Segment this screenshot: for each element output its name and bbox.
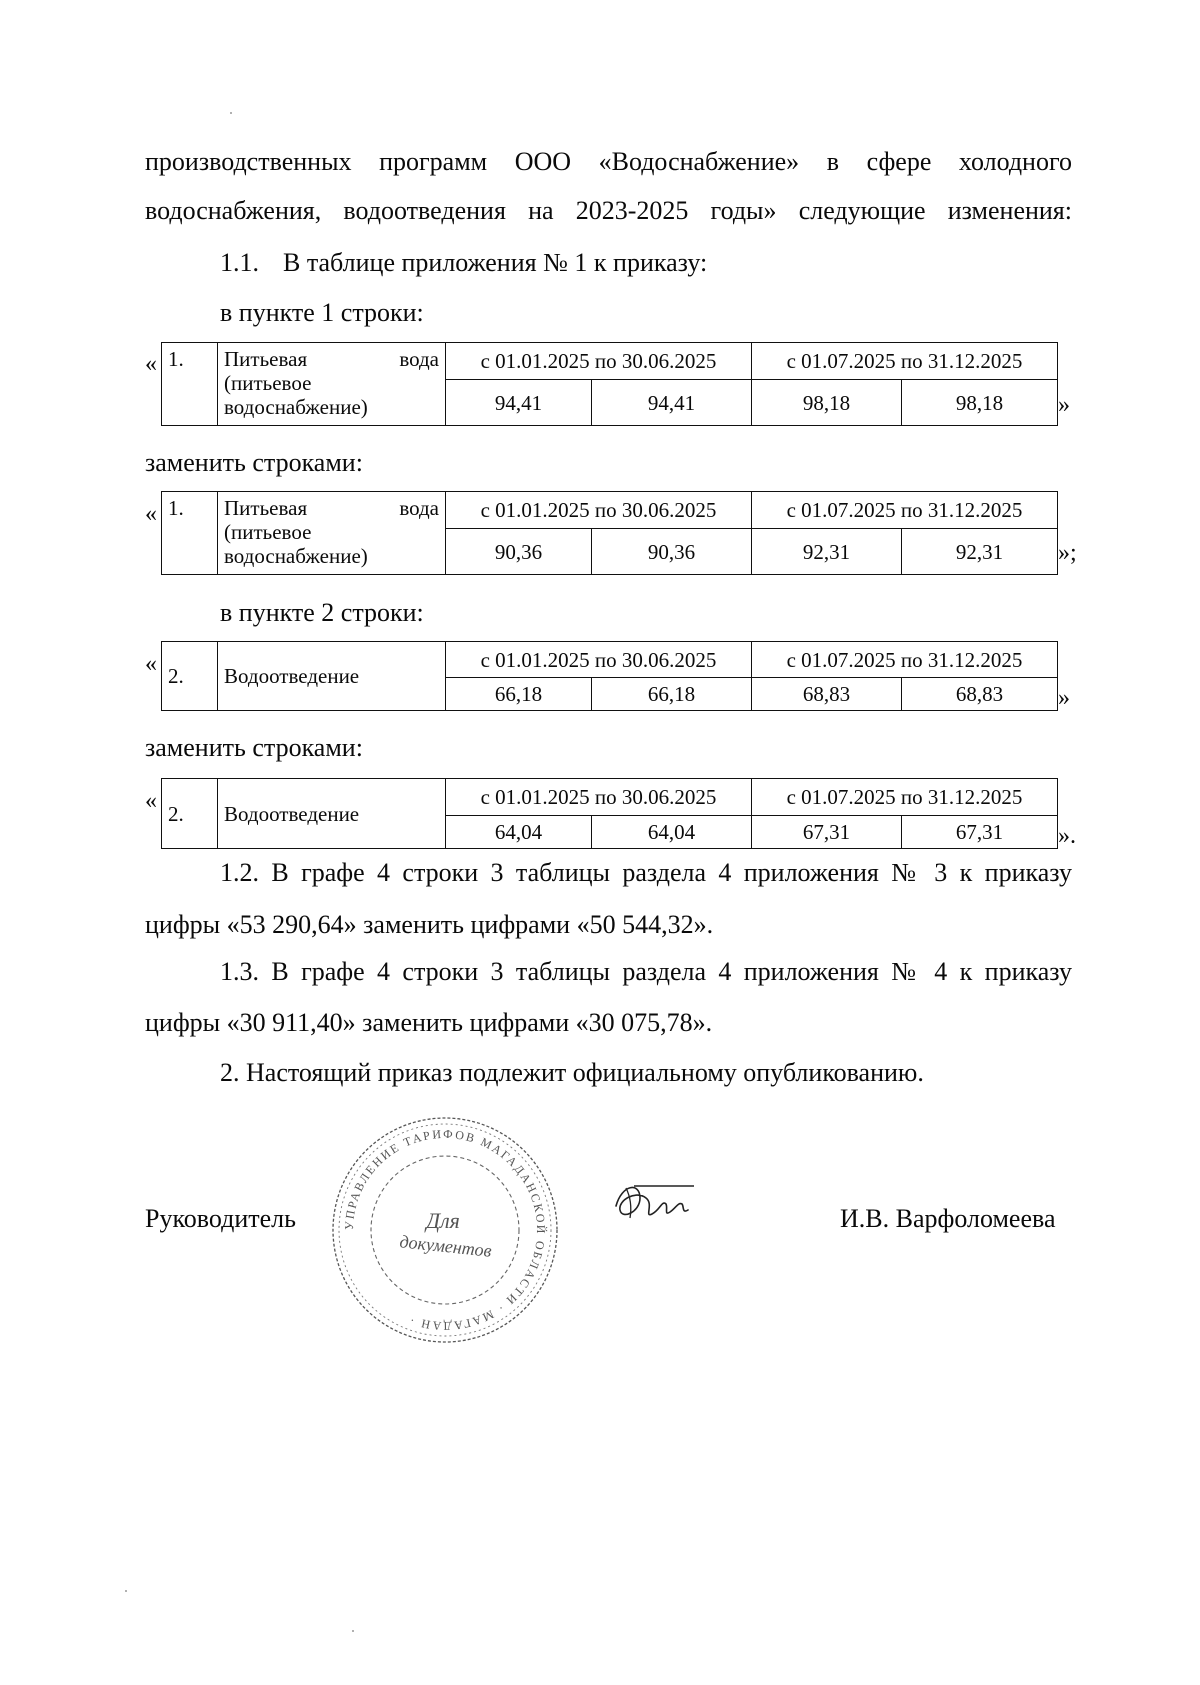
period-1-header: с 01.01.2025 по 30.06.2025 — [446, 343, 752, 380]
service-name-word1: Питьевая — [224, 496, 308, 520]
scan-speck — [352, 1630, 354, 1632]
value-cell: 98,18 — [902, 380, 1058, 426]
service-name-line2: (питьевое — [224, 371, 312, 395]
replace-label-1: заменить строками: — [145, 448, 363, 477]
item-2: 2. Настоящий приказ подлежит официальному опубликованию. — [220, 1058, 924, 1087]
value-cell: 68,83 — [752, 678, 902, 711]
value-cell: 67,31 — [902, 816, 1058, 849]
tariff-table-1-old — [161, 342, 1058, 426]
service-name-line3: водоснабжение) — [224, 395, 368, 419]
row-number: 1. — [162, 343, 218, 426]
open-quote: « — [145, 501, 157, 527]
value-cell: 98,18 — [752, 380, 902, 426]
service-name-line3: водоснабжение) — [224, 544, 368, 568]
handwritten-signature — [610, 1176, 710, 1236]
official-seal — [325, 1110, 565, 1350]
value-cell: 92,31 — [752, 529, 902, 575]
row-number: 2. — [162, 642, 218, 711]
item-1-1 — [220, 248, 707, 278]
close-quote: » — [1058, 685, 1070, 711]
service-name-word1: Питьевая — [224, 347, 308, 371]
service-name — [218, 343, 446, 426]
tariff-table-2-old — [161, 641, 1058, 711]
signatory-title: Руководитель — [145, 1204, 296, 1233]
value-cell: 94,41 — [446, 380, 592, 426]
service-name-line2: (питьевое — [224, 520, 312, 544]
open-quote: « — [145, 651, 157, 677]
scan-speck — [125, 1590, 127, 1592]
value-cell: 92,31 — [902, 529, 1058, 575]
period-2-header: с 01.07.2025 по 31.12.2025 — [752, 343, 1058, 380]
period-2-header: с 01.07.2025 по 31.12.2025 — [752, 779, 1058, 816]
intro-line-2: водоснабжения, водоотведения на 2023-2025 годы» следующие изменения: — [145, 196, 1072, 225]
service-name — [218, 492, 446, 575]
period-1-header: с 01.01.2025 по 30.06.2025 — [446, 642, 752, 678]
open-quote: « — [145, 351, 157, 377]
row-number: 2. — [162, 779, 218, 849]
item-1-3-line-1: 1.3. В графе 4 строки 3 таблицы раздела 4 приложения № 4 к приказу — [220, 957, 1072, 986]
value-cell: 90,36 — [592, 529, 752, 575]
value-cell: 66,18 — [592, 678, 752, 711]
intro-line-1: производственных программ ООО «Водоснабжение» в сфере холодного — [145, 147, 1072, 176]
item-1-2-line-2: цифры «53 290,64» заменить цифрами «50 544,32». — [145, 910, 714, 939]
period-2-header: с 01.07.2025 по 31.12.2025 — [752, 642, 1058, 678]
signatory-name: И.В. Варфоломеева — [840, 1204, 1056, 1233]
close-quote: » — [1058, 392, 1070, 418]
period-2-header: с 01.07.2025 по 31.12.2025 — [752, 492, 1058, 529]
point-2-label: в пункте 2 строки: — [220, 598, 424, 627]
period-1-header: с 01.01.2025 по 30.06.2025 — [446, 779, 752, 816]
service-name: Водоотведение — [218, 779, 446, 849]
value-cell: 64,04 — [592, 816, 752, 849]
value-cell: 64,04 — [446, 816, 592, 849]
svg-text:документов: документов — [398, 1231, 493, 1261]
service-name-word2: вода — [399, 347, 439, 371]
close-quote-semicolon: »; — [1058, 540, 1077, 566]
period-1-header: с 01.01.2025 по 30.06.2025 — [446, 492, 752, 529]
tariff-table-2-new — [161, 778, 1058, 849]
item-1-2-line-1: 1.2. В графе 4 строки 3 таблицы раздела 4 приложения № 3 к приказу — [220, 858, 1072, 887]
svg-text:Для: Для — [426, 1208, 460, 1233]
service-name: Водоотведение — [218, 642, 446, 711]
point-1-label: в пункте 1 строки: — [220, 298, 424, 327]
scan-speck — [230, 112, 232, 114]
value-cell: 66,18 — [446, 678, 592, 711]
value-cell: 68,83 — [902, 678, 1058, 711]
value-cell: 94,41 — [592, 380, 752, 426]
service-name-word2: вода — [399, 496, 439, 520]
replace-label-2: заменить строками: — [145, 733, 363, 762]
value-cell: 90,36 — [446, 529, 592, 575]
svg-text:УПРАВЛЕНИЕ ТАРИФОВ МАГАДАНСКОЙ: УПРАВЛЕНИЕ ТАРИФОВ МАГАДАНСКОЙ ОБЛАСТИ · МАГАДАН · — [341, 1126, 549, 1334]
row-number: 1. — [162, 492, 218, 575]
item-1-3-line-2: цифры «30 911,40» заменить цифрами «30 075,78». — [145, 1008, 713, 1037]
close-quote-period: ». — [1058, 823, 1076, 849]
open-quote: « — [145, 788, 157, 814]
tariff-table-1-new — [161, 491, 1058, 575]
item-1-1-text: В таблице приложения № 1 к приказу: — [283, 248, 708, 277]
item-1-1-number: 1.1. — [220, 248, 259, 277]
value-cell: 67,31 — [752, 816, 902, 849]
